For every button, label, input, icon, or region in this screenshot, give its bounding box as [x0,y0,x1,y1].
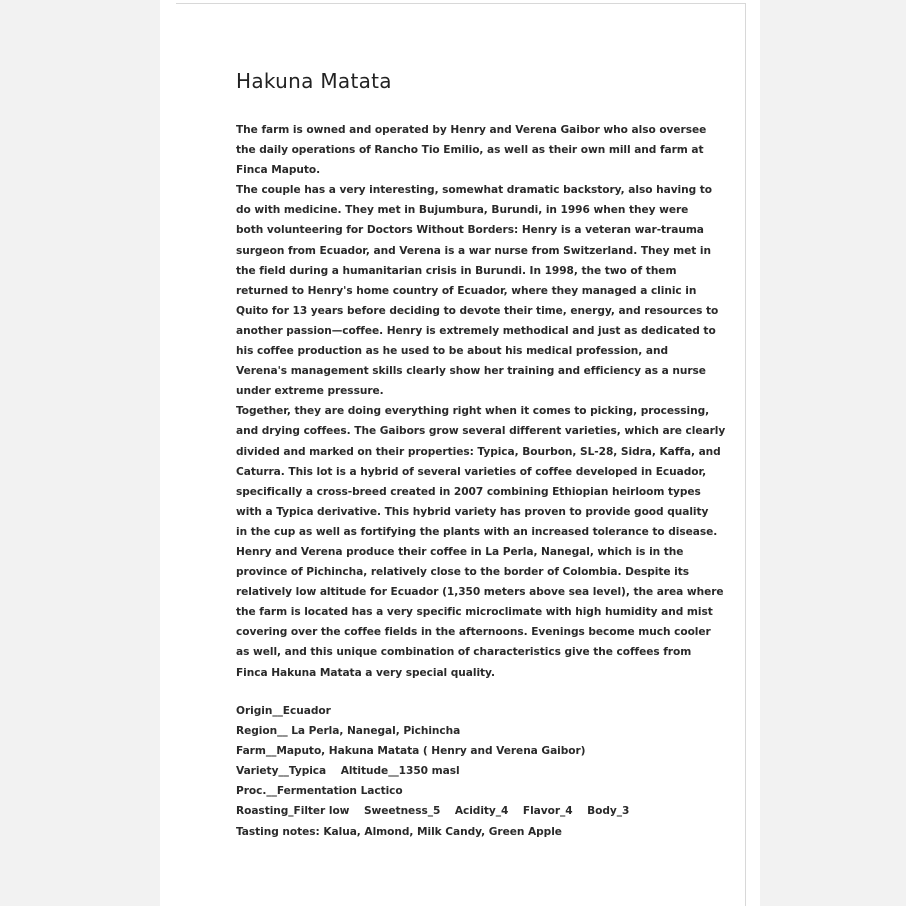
spec-line: Farm__Maputo, Hakuna Matata ( Henry and Verena Gaibor) [236,745,586,758]
coffee-specs [236,701,629,842]
body-text-line: Finca Hakuna Matata a very special quality. [236,666,495,679]
body-text-line: Caturra. This lot is a hybrid of several varieties of coffee developed in Ecuador, [236,465,707,478]
body-text-line: the daily operations of Rancho Tio Emilio, as well as their own mill and farm at [236,144,704,157]
body-text-line: divided and marked on their properties: Typica, Bourbon, SL-28, Sidra, Kaffa, and [236,445,721,458]
body-text-line: Henry and Verena produce their coffee in La Perla, Nanegal, which is in the [236,545,684,558]
body-text-line: both volunteering for Doctors Without Borders: Henry is a veteran war-trauma [236,224,704,237]
spec-line: Proc.__Fermentation Lactico [236,785,403,798]
body-text-line: covering over the coffee fields in the afternoons. Evenings become much cooler [236,626,711,639]
document-body [236,120,725,683]
body-text-line: do with medicine. They met in Bujumbura, Burundi, in 1996 when they were [236,204,689,217]
page-border-top [176,3,745,4]
spec-line: Tasting notes: Kalua, Almond, Milk Candy, Green Apple [236,825,562,838]
body-text-line: the farm is located has a very specific microclimate with high humidity and mist [236,606,713,619]
body-text-line: province of Pichincha, relatively close to the border of Colombia. Despite its [236,566,689,579]
body-text-line: The couple has a very interesting, somewhat dramatic backstory, also having to [236,184,713,197]
body-text-line: as well, and this unique combination of characteristics give the coffees from [236,646,692,659]
spec-line: Region__ La Perla, Nanegal, Pichincha [236,725,461,738]
body-text-line: specifically a cross-breed created in 2007 combining Ethiopian heirloom types [236,485,701,498]
spec-line: Origin__Ecuador [236,705,331,717]
body-text-line: in the cup as well as fortifying the plants with an increased tolerance to disease. [236,525,718,538]
body-text-line: The farm is owned and operated by Henry and Verena Gaibor who also oversee [236,124,707,136]
body-text-line: Verena's management skills clearly show her training and efficiency as a nurse [236,365,706,378]
body-text-line: relatively low altitude for Ecuador (1,350 meters above sea level), the area where [236,586,724,599]
body-text-line: with a Typica derivative. This hybrid variety has proven to provide good quality [236,505,709,518]
body-text-line: and drying coffees. The Gaibors grow several different varieties, which are clearly [236,425,726,438]
body-text-line: another passion—coffee. Henry is extremely methodical and just as dedicated to [236,324,716,337]
page-border-right [745,3,746,906]
body-text-line: Together, they are doing everything right when it comes to picking, processing, [236,405,710,418]
body-text-line: his coffee production as he used to be about his medical profession, and [236,345,669,358]
spec-line: Variety__Typica Altitude__1350 masl [236,765,460,778]
body-text-line: returned to Henry's home country of Ecuador, where they managed a clinic in [236,284,697,297]
body-text-line: surgeon from Ecuador, and Verena is a war nurse from Switzerland. They met in [236,244,711,257]
body-text-line: under extreme pressure. [236,385,384,398]
body-text-line: Quito for 13 years before deciding to devote their time, energy, and resources to [236,304,719,317]
document-title: Hakuna Matata [236,69,392,93]
spec-line: Roasting_Filter low Sweetness_5 Acidity_4 Flavor_4 Body_3 [236,805,630,818]
body-text-line: the field during a humanitarian crisis in Burundi. In 1998, the two of them [236,264,677,277]
body-text-line: Finca Maputo. [236,164,321,177]
